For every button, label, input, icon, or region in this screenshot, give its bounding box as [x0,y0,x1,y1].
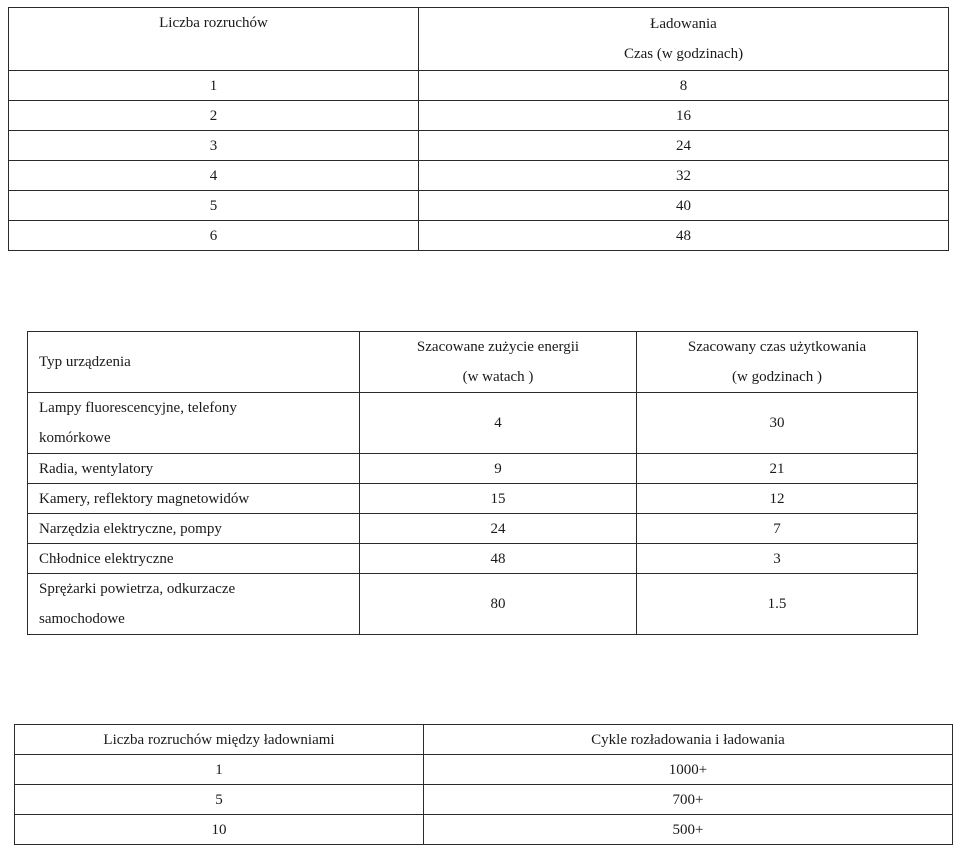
table-row [28,574,918,635]
cell-hours: 32 [419,161,949,191]
header-usage-time-unit: (w godzinach ) [732,369,822,385]
cell-device: Chłodnice elektryczne [28,544,360,574]
header-energy-unit: (w watach ) [462,369,534,385]
cell-hours: 40 [419,191,949,221]
header-usage-time [637,332,918,393]
cell-cycles: 1000+ [424,755,953,785]
cell-device-line1: Lampy fluorescencyjne, telefony [39,400,237,416]
cell-device-line2: komórkowe [39,430,111,446]
table-header-row [28,332,918,393]
header-energy-label: Szacowane zużycie energii [416,339,580,355]
cell-device-line1: Sprężarki powietrza, odkurzacze [39,581,236,597]
cell-energy: 15 [360,484,637,514]
cell-usage-time: 1.5 [637,574,918,635]
table-row [28,454,918,484]
cell-hours: 8 [419,71,949,101]
cell-device: Kamery, reflektory magnetowidów [28,484,360,514]
cell-device [28,393,360,454]
cell-usage-time: 7 [637,514,918,544]
table-header-row [9,8,949,71]
starts-cycles-table [14,724,953,845]
cell-device [28,574,360,635]
table-row [9,191,949,221]
table-row [9,101,949,131]
cell-usage-time: 30 [637,393,918,454]
cell-starts: 2 [9,101,419,131]
header-energy [360,332,637,393]
header-usage-time-label: Szacowany czas użytkowania [687,339,867,355]
cell-starts: 1 [15,755,424,785]
cell-starts: 3 [9,131,419,161]
table-row [9,131,949,161]
header-time-hours-label: Czas (w godzinach) [623,46,744,62]
header-device-type [28,332,360,393]
cell-cycles: 700+ [424,785,953,815]
cell-hours: 48 [419,221,949,251]
cell-energy: 4 [360,393,637,454]
header-charging-label: Ładowania [650,16,717,32]
table-row [15,785,953,815]
cell-device: Radia, wentylatory [28,454,360,484]
cell-hours: 16 [419,101,949,131]
table-row [15,815,953,845]
starts-charging-time-table [8,7,949,251]
cell-device-line2: samochodowe [39,611,125,627]
table-row [9,71,949,101]
cell-usage-time: 12 [637,484,918,514]
header-starts-count [9,8,419,71]
table-row [28,544,918,574]
header-device-type-label: Typ urządzenia [39,354,131,370]
header-cycles: Cykle rozładowania i ładowania [424,725,953,755]
cell-starts: 5 [9,191,419,221]
cell-starts: 10 [15,815,424,845]
cell-energy: 9 [360,454,637,484]
cell-starts: 4 [9,161,419,191]
cell-starts: 6 [9,221,419,251]
header-starts-count-label: Liczba rozruchów [159,15,268,31]
table-row [9,161,949,191]
header-starts-between-charges: Liczba rozruchów między ładowniami [15,725,424,755]
cell-starts: 5 [15,785,424,815]
table-row [28,514,918,544]
cell-energy: 24 [360,514,637,544]
cell-hours: 24 [419,131,949,161]
cell-device: Narzędzia elektryczne, pompy [28,514,360,544]
cell-usage-time: 3 [637,544,918,574]
cell-energy: 48 [360,544,637,574]
table-row [28,393,918,454]
table-header-row [15,725,953,755]
table-row [9,221,949,251]
cell-usage-time: 21 [637,454,918,484]
device-energy-table [27,331,918,635]
table-row [28,484,918,514]
table-row [15,755,953,785]
cell-energy: 80 [360,574,637,635]
cell-starts: 1 [9,71,419,101]
cell-cycles: 500+ [424,815,953,845]
header-charging-time [419,8,949,71]
